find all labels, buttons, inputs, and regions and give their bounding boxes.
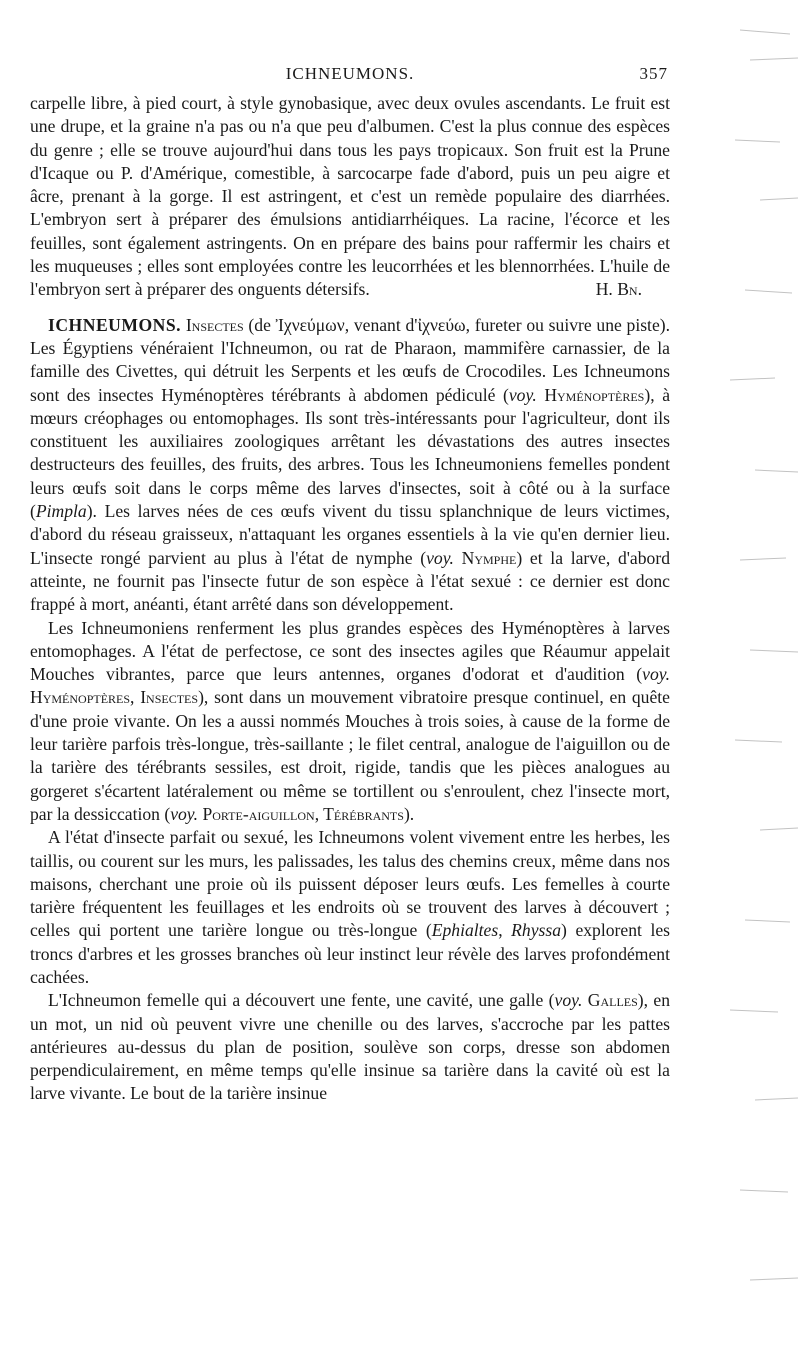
cross-reference: Hyménoptères xyxy=(544,384,645,405)
genus-rhyssa: Rhyssa xyxy=(511,920,562,941)
running-title: ICHNEUMONS. xyxy=(285,64,415,83)
entry-headword: ICHNEUMONS. xyxy=(48,314,182,335)
cross-reference: Porte-aiguillon, Térébrants xyxy=(202,803,404,824)
cross-reference: Galles xyxy=(587,990,638,1011)
voy-abbrev: voy. xyxy=(554,990,583,1011)
greek-etymon: Ἰχνεύμων xyxy=(275,314,345,335)
entry-paragraph-4: L'Ichneumon femelle qui a découvert une fente, une cavité, une galle (voy. Galles), en un mot, un nid où peuvent vivre une chenille ou des larves, s'accroche par les pattes antérieures au-dessus du plan de position, soulève son corps, dresse son abdomen perpendiculairement, en même temps qu'elle insinue sa tarière dans la cavité où est la larve vivante. Le bout de la tarière insinue xyxy=(30,990,671,1104)
genus-pimpla: Pimpla xyxy=(35,501,87,522)
greek-verb: ἰχνεύω xyxy=(417,314,466,335)
author-signature: H. Bn. xyxy=(595,279,642,300)
voy-abbrev: voy. xyxy=(508,384,537,405)
previous-entry-paragraph xyxy=(30,92,670,302)
cross-reference: Hyménoptères, Insectes xyxy=(30,687,199,708)
genus-ephialtes: Ephialtes xyxy=(431,920,499,941)
scan-margin-bleed xyxy=(720,0,800,1355)
voy-abbrev: voy. xyxy=(426,547,454,568)
previous-entry-text: carpelle libre, à pied court, à style gynobasique, avec deux ovules ascendants. Le fruit est une drupe, et la graine n'a pas ou n'a que peu d'albumen. C'est la plus connue des espèces du genre ; elle se trouve aujourd'hui dans tous les pays tropicaux. Son fruit est la Prune d'Icaque ou P. d'Amérique, comestible, à sarcocarpe fade d'abord, puis un peu aigre et âcre, prenant à la gorge. Il est astringent, et c'est un remède populaire des diarrhées. L'embryon sert à préparer des émulsions antidiarrhéiques. La racine, l'écorce et les feuilles, sont également astringents. On en prépare des bains pour raffermir les chairs et les muqueuses ; elles sont employées contre les leucorrhées et les blennorrhées. L'huile de l'embryon sert à préparer des onguents détersifs. xyxy=(30,93,670,300)
entry-paragraph-3: A l'état d'insecte parfait ou sexué, les Ichneumons volent vivement entre les herbes, les taillis, ou courent sur les murs, les palissades, les talus des chemins creux, même dans nos maisons, cherchant une proie où ils puissent déposer leurs œufs. Les femelles à courte tarière fréquentent les feuillages et les endroits où se trouvent des larves à découvert ; celles qui portent une tarière longue ou très-longue (Ephialtes, Rhyssa) explorent les troncs d'arbres et les grosses branches où leur instinct leur révèle des larves profondément cachées. xyxy=(30,827,670,987)
entry-category: Insectes xyxy=(185,314,244,335)
running-head xyxy=(30,62,670,92)
voy-abbrev: voy. xyxy=(642,664,670,685)
page-body xyxy=(30,62,670,1106)
entry-paragraph-2: Les Ichneumoniens renferment les plus grandes espèces des Hyménoptères à larves entomophages. A l'état de perfectose, ce sont des insectes agiles que Réaumur appelait Mouches vibrantes, parce que leurs antennes, organes d'odorat et d'audition (voy. Hyménoptères, Insectes), sont dans un mouvement vibratoire presque continuel, en quête d'une proie vivante. On les a aussi nommés Mouches à trois soies, à cause de la forme de leur tarière parfois très-longue, très-saillante ; le filet central, analogue de l'aiguillon ou de la tarière des térébrants sessiles, est droit, rigide, tandis que les pièces analogues au gorgeret s'écartent latéralement ou même se tortillent ou s'enroulent, chez l'insecte mort, par la dessiccation (voy. Porte-aiguillon, Térébrants). xyxy=(30,617,670,824)
page-number: 357 xyxy=(639,64,668,83)
cross-reference: Nymphe xyxy=(461,547,517,568)
entry-paragraph-1: ICHNEUMONS. Insectes (de Ἰχνεύμων, venant d'ἰχνεύω, fureter ou suivre une piste). Les Égyptiens vénéraient l'Ichneumon, ou rat de Pharaon, mammifère carnassier, de la famille des Civettes, qui détruit les Serpents et les œufs de Crocodiles. Les Ichneumons sont des insectes Hyménoptères térébrants à abdomen pédiculé (voy. Hyménoptères), à mœurs créophages ou entomophages. Ils sont très-intéressants pour l'agriculteur, dont ils constituent les auxiliaires zoologiques arrêtant les dévastations des autres insectes destructeurs des feuilles, des fruits, des arbres. Tous les Ichneumoniens femelles pondent leurs œufs soit dans le corps même des larves d'insectes, soit à côté ou à la surface (Pimpla). Les larves nées de ces œufs vivent du tissu splanchnique de leurs victimes, d'abord du réseau graisseux, n'attaquant les organes essentiels à la vie qu'en dernier lieu. L'insecte rongé parvient au plus à l'état de nymphe (voy. Nymphe) et la larve, d'abord atteinte, ne fournit pas l'insecte futur de son espèce à l'état sexué : ce dernier est donc frappé à mort, anéanti, étant arrêté dans son développement. xyxy=(30,314,671,615)
voy-abbrev: voy. xyxy=(170,803,199,824)
